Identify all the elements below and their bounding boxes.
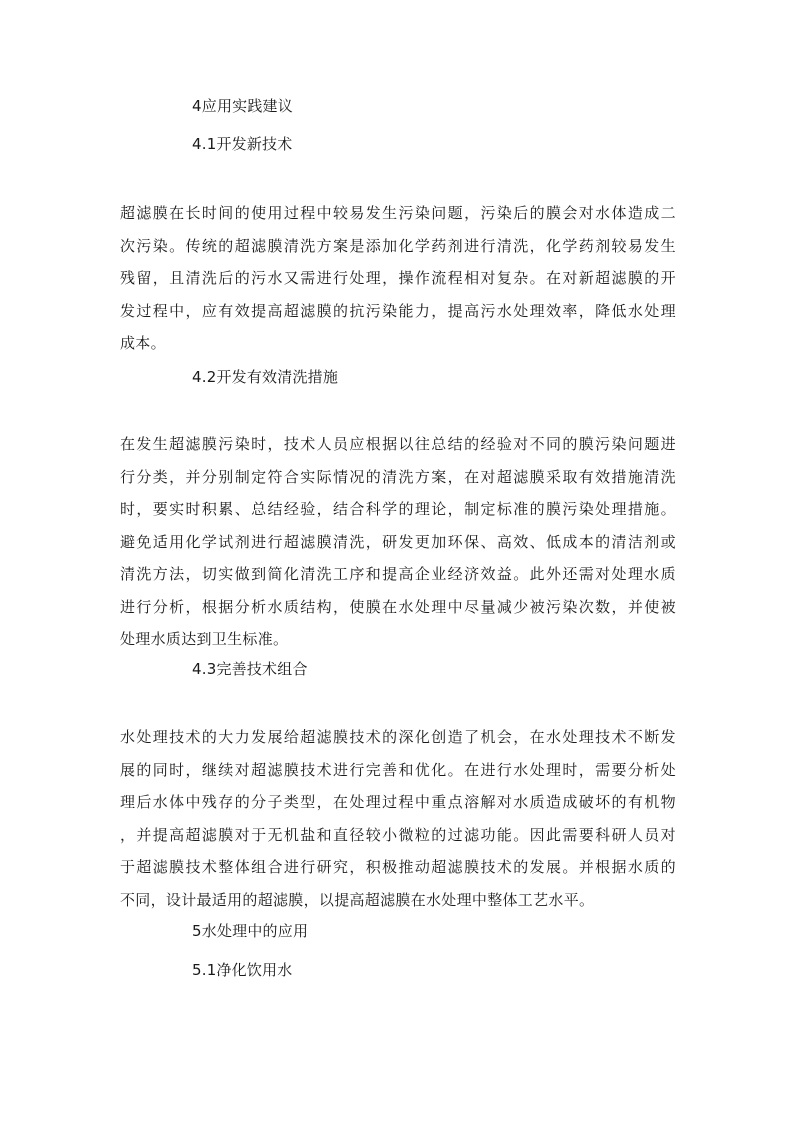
paragraph-line: 次污染。传统的超滤膜清洗方案是添加化学药剂进行清洗，化学药剂较易发生 [120, 236, 676, 255]
paragraph-line: 清洗方法，切实做到简化清洗工序和提高企业经济效益。此外还需对处理水质 [120, 565, 676, 583]
paragraph-technology-combination [120, 721, 676, 916]
subsection-heading-4-2: 4.2开发有效清洗措施 [192, 368, 339, 386]
section-heading-4: 4应用实践建议 [192, 97, 293, 115]
subsection-heading-4-3: 4.3完善技术组合 [192, 660, 308, 678]
paragraph-new-technology [120, 197, 676, 360]
paragraph-line: 超滤膜在长时间的使用过程中较易发生污染问题，污染后的膜会对水体造成二 [120, 204, 676, 222]
paragraph-line: 进行分析，根据分析水质结构，使膜在水处理中尽量减少被污染次数，并使被 [120, 597, 676, 616]
paragraph-line: 发过程中，应有效提高超滤膜的抗污染能力，提高污水处理效率，降低水处理 [120, 301, 676, 320]
paragraph-line: 水处理技术的大力发展给超滤膜技术的深化创造了机会，在水处理技术不断发 [120, 728, 676, 746]
subsection-heading-4-1: 4.1开发新技术 [192, 135, 293, 153]
paragraph-line: 行分类，并分别制定符合实际情况的清洗方案，在对超滤膜采取有效措施清洗 [120, 467, 676, 486]
paragraph-line: 理后水体中残存的分子类型，在处理过程中重点溶解对水质造成破坏的有机物 [120, 793, 676, 811]
paragraph-line: 于超滤膜技术整体组合进行研究，积极推动超滤膜技术的发展。并根据水质的 [120, 858, 676, 876]
paragraph-line: 不同，设计最适用的超滤膜，以提高超滤膜在水处理中整体工艺水平。 [120, 890, 595, 909]
paragraph-line: 成本。 [120, 334, 166, 352]
paragraph-line: 避免适用化学试剂进行超滤膜清洗，研发更加环保、高效、低成本的清洁剂或 [120, 532, 676, 551]
section-heading-5: 5水处理中的应用 [192, 922, 309, 940]
paragraph-line: 处理水质达到卫生标准。 [120, 630, 289, 648]
paragraph-line: ，并提高超滤膜对于无机盐和直径较小微粒的过滤功能。因此需要科研人员对 [120, 825, 676, 844]
paragraph-cleaning-measures [120, 428, 676, 656]
paragraph-line: 残留，且清洗后的污水又需进行处理，操作流程相对复杂。在对新超滤膜的开 [120, 269, 676, 287]
paragraph-line: 在发生超滤膜污染时，技术人员应根据以往总结的经验对不同的膜污染问题进 [120, 435, 676, 453]
paragraph-line: 展的同时，继续对超滤膜技术进行完善和优化。在进行水处理时，需要分析处 [120, 760, 676, 779]
paragraph-line: 时，要实时积累、总结经验，结合科学的理论，制定标准的膜污染处理措施。 [120, 500, 676, 518]
subsection-heading-5-1: 5.1净化饮用水 [192, 961, 293, 979]
